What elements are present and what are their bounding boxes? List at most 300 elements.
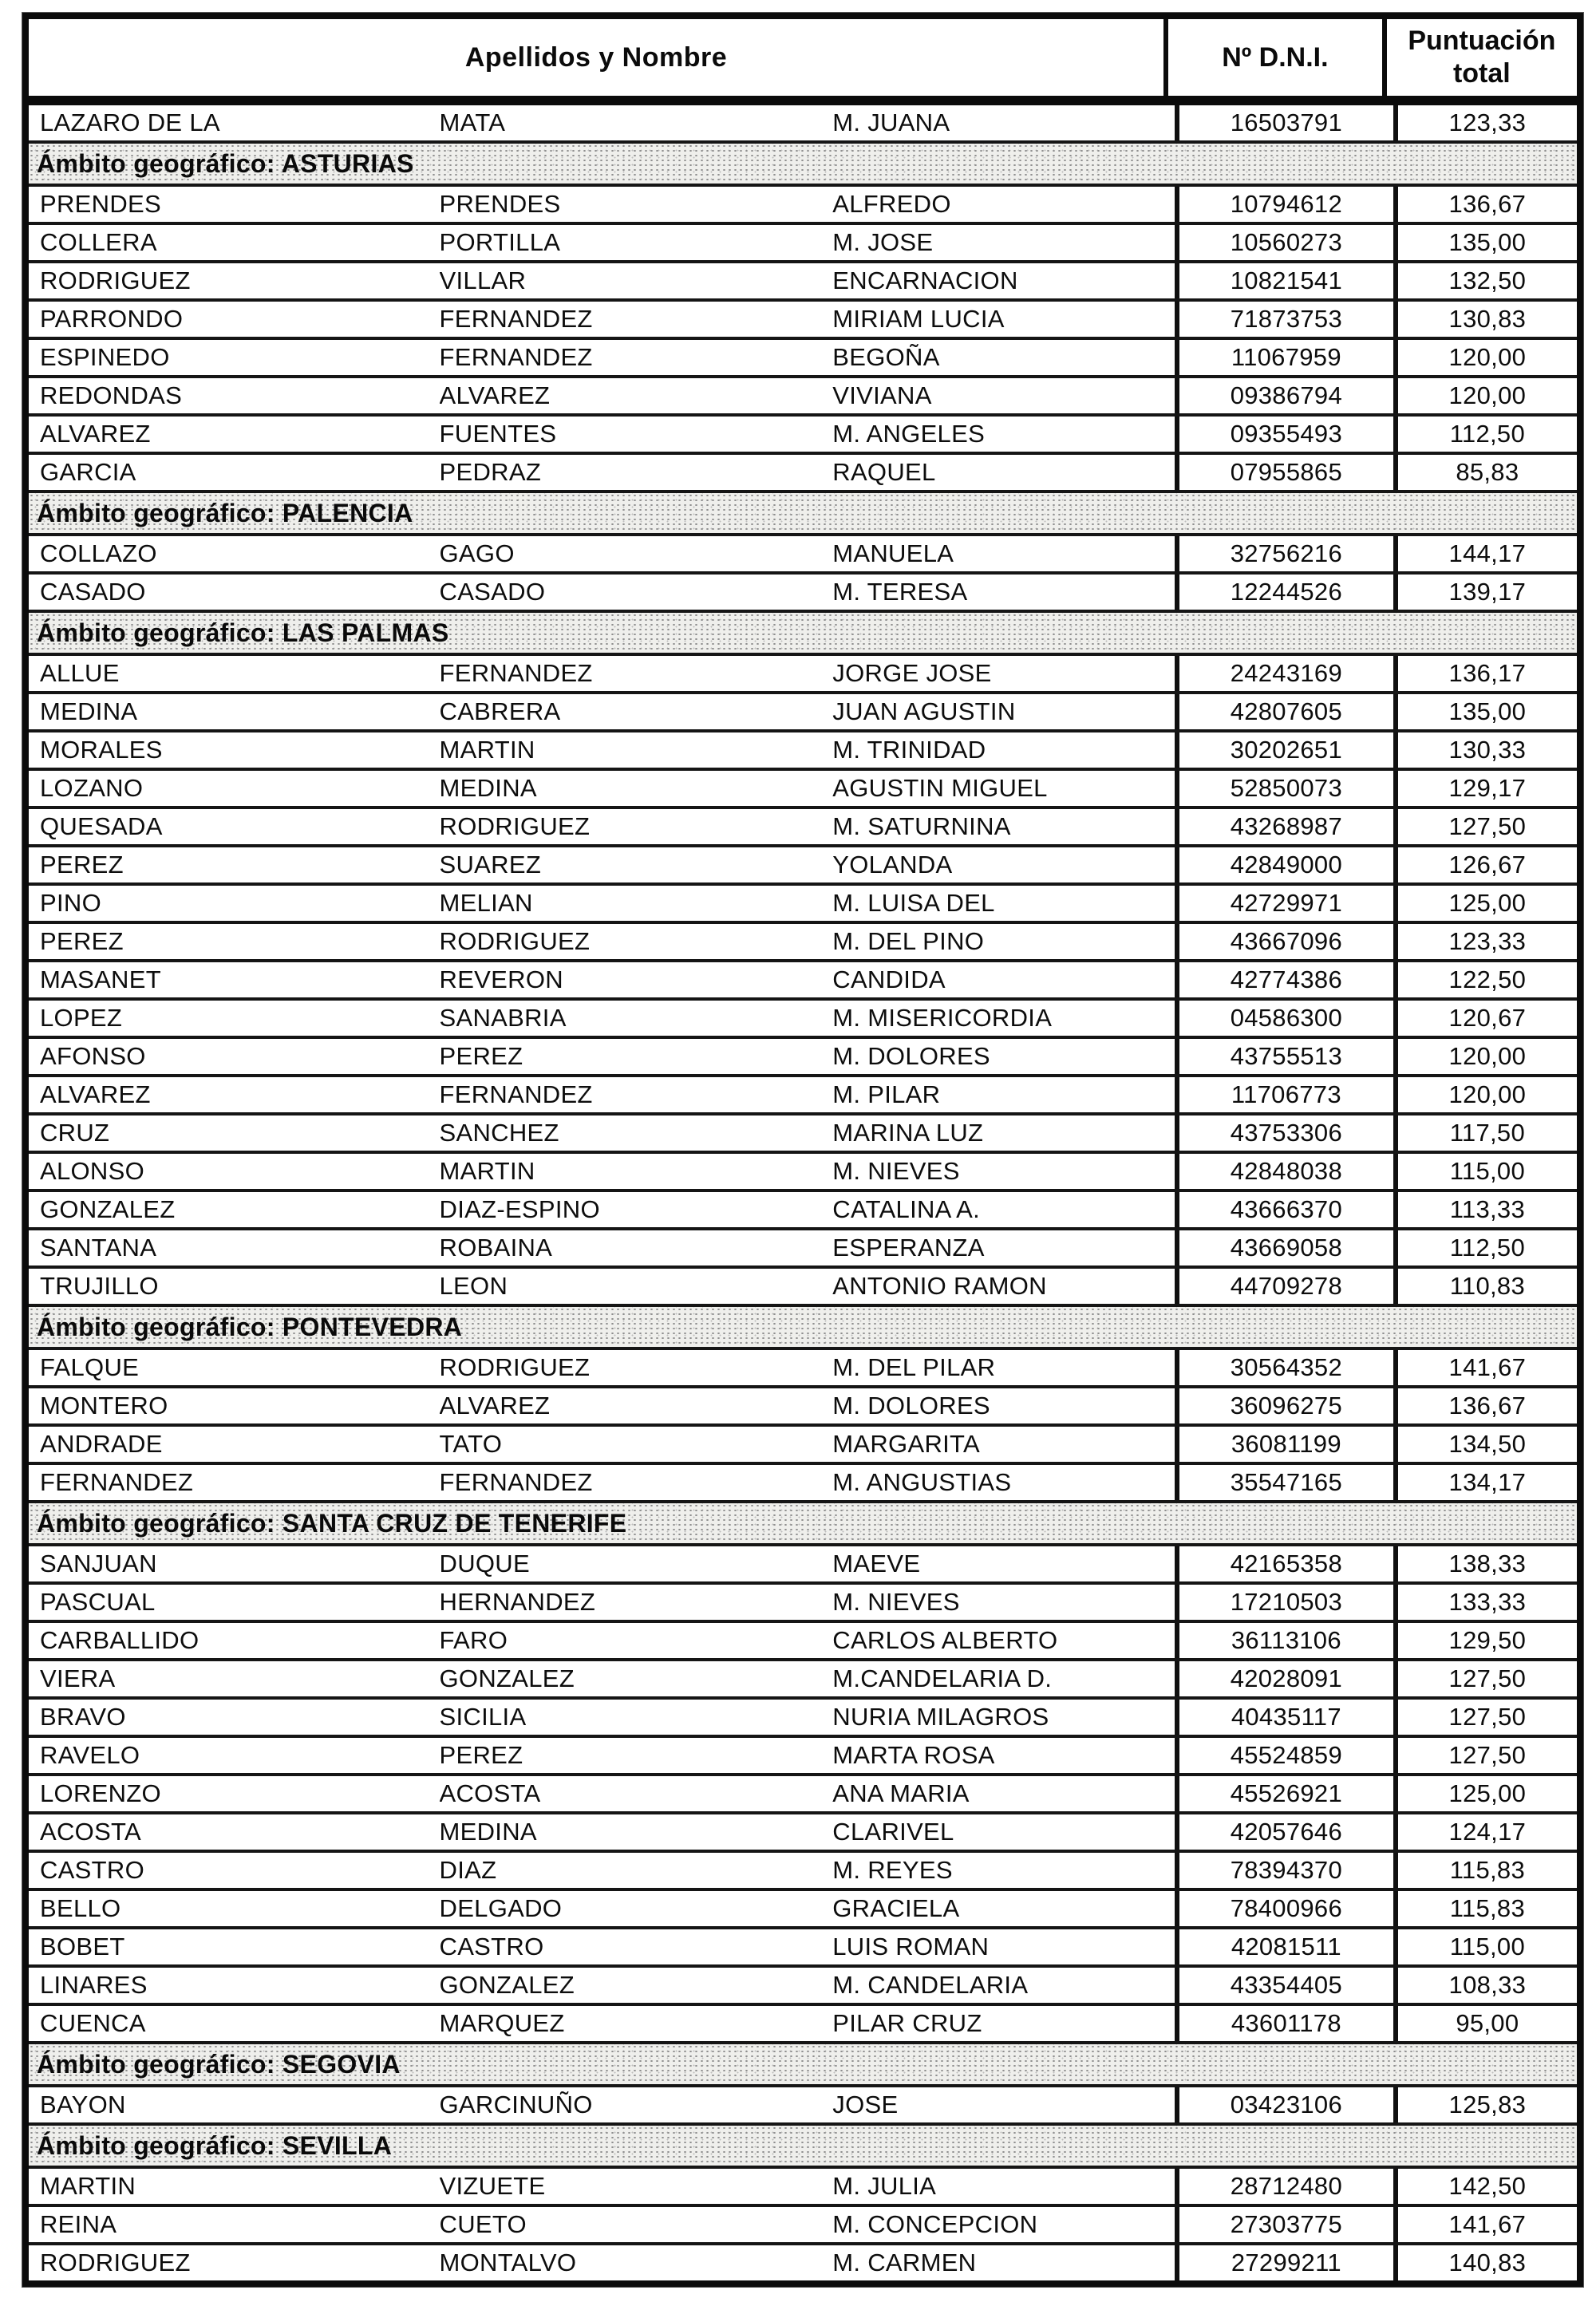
score-cell: 130,33: [1393, 732, 1577, 768]
section-row: [29, 2044, 1577, 2087]
score-cell: 127,50: [1393, 1738, 1577, 1773]
surname1-cell: PASCUAL: [40, 1588, 156, 1616]
surname1-cell: PRENDES: [40, 190, 161, 218]
surname2-cell: PEREZ: [439, 1042, 523, 1070]
surname1-cell: CARBALLIDO: [40, 1626, 200, 1654]
table-row: [29, 1661, 1577, 1700]
table-row: [29, 1738, 1577, 1776]
score-cell: 120,00: [1393, 1077, 1577, 1112]
surname1-cell: COLLAZO: [40, 539, 157, 567]
given-name-cell: M. ANGELES: [832, 420, 986, 448]
surname2-cell: SUAREZ: [439, 851, 542, 879]
surname2-cell: FUENTES: [439, 420, 557, 448]
surname2-cell: HERNANDEZ: [439, 1588, 596, 1616]
given-name-cell: CANDIDA: [832, 965, 946, 993]
surname1-cell: COLLERA: [40, 228, 157, 256]
surname1-cell: QUESADA: [40, 812, 163, 840]
surname2-cell: PORTILLA: [439, 228, 561, 256]
given-name-cell: MARINA LUZ: [832, 1119, 984, 1147]
score-cell: 115,83: [1393, 1891, 1577, 1926]
given-name-cell: CARLOS ALBERTO: [832, 1626, 1058, 1654]
given-name-cell: JUAN AGUSTIN: [832, 697, 1016, 725]
section-label: Ámbito geográfico: PONTEVEDRA: [37, 1312, 463, 1341]
given-name-cell: MANUELA: [832, 539, 954, 567]
dni-cell: 42081511: [1175, 1929, 1393, 1964]
score-cell: 85,83: [1393, 455, 1577, 490]
surname1-cell: ALVAREZ: [40, 420, 151, 448]
table-row: [29, 2087, 1577, 2126]
given-name-cell: MARTA ROSA: [832, 1741, 995, 1769]
table-row: [29, 924, 1577, 962]
score-cell: 120,00: [1393, 378, 1577, 413]
given-name-cell: M. TRINIDAD: [832, 736, 986, 764]
dni-cell: 27299211: [1175, 2245, 1393, 2280]
table-row: [29, 105, 1577, 144]
surname2-cell: DIAZ: [439, 1856, 497, 1884]
score-cell: 134,17: [1393, 1465, 1577, 1500]
surname1-cell: LINARES: [40, 1971, 148, 1999]
surname2-cell: MARTIN: [439, 1157, 535, 1185]
given-name-cell: M. REYES: [832, 1856, 953, 1884]
surname2-cell: PEDRAZ: [439, 458, 542, 486]
section-row: [29, 1307, 1577, 1350]
surname1-cell: SANJUAN: [40, 1550, 157, 1577]
surname1-cell: MARTIN: [40, 2172, 136, 2200]
surname1-cell: LORENZO: [40, 1779, 161, 1807]
dni-cell: 43753306: [1175, 1115, 1393, 1151]
dni-cell: 40435117: [1175, 1700, 1393, 1735]
surname2-cell: MEDINA: [439, 774, 537, 802]
score-cell: 136,67: [1393, 1388, 1577, 1423]
surname2-cell: LEON: [439, 1272, 508, 1300]
given-name-cell: BEGOÑA: [832, 343, 940, 371]
surname1-cell: SANTANA: [40, 1234, 157, 1262]
score-cell: 136,67: [1393, 187, 1577, 222]
surname2-cell: PRENDES: [439, 190, 561, 218]
dni-cell: 12244526: [1175, 575, 1393, 610]
dni-cell: 71873753: [1175, 302, 1393, 337]
table-row: [29, 1115, 1577, 1154]
given-name-cell: M. ANGUSTIAS: [832, 1468, 1012, 1496]
surname1-cell: LAZARO DE LA: [40, 109, 220, 136]
score-cell: 120,00: [1393, 1039, 1577, 1074]
surname2-cell: CASADO: [439, 578, 546, 606]
surname2-cell: GAGO: [439, 539, 515, 567]
table-row: [29, 575, 1577, 613]
surname2-cell: FERNANDEZ: [439, 1080, 593, 1108]
score-cell: 141,67: [1393, 2207, 1577, 2242]
score-cell: 124,17: [1393, 1814, 1577, 1850]
given-name-cell: MIRIAM LUCIA: [832, 305, 1005, 333]
table-row: [29, 1350, 1577, 1388]
table-row: [29, 1776, 1577, 1814]
surname2-cell: VILLAR: [439, 267, 527, 294]
score-table: [22, 13, 1583, 2287]
table-row: [29, 1427, 1577, 1465]
score-cell: 132,50: [1393, 263, 1577, 298]
given-name-cell: M. JUANA: [832, 109, 950, 136]
table-row: [29, 1001, 1577, 1039]
dni-cell: 43755513: [1175, 1039, 1393, 1074]
surname1-cell: BELLO: [40, 1894, 121, 1922]
given-name-cell: CATALINA A.: [832, 1195, 981, 1223]
given-name-cell: M. JOSE: [832, 228, 934, 256]
surname2-cell: MARTIN: [439, 736, 535, 764]
given-name-cell: M. LUISA DEL: [832, 889, 995, 917]
given-name-cell: M. DEL PILAR: [832, 1353, 996, 1381]
surname2-cell: SANCHEZ: [439, 1119, 559, 1147]
dni-cell: 11067959: [1175, 340, 1393, 375]
score-cell: 115,83: [1393, 1853, 1577, 1888]
dni-cell: 09386794: [1175, 378, 1393, 413]
surname1-cell: MASANET: [40, 965, 161, 993]
table-row: [29, 225, 1577, 263]
score-cell: 110,83: [1393, 1269, 1577, 1304]
score-cell: 126,67: [1393, 847, 1577, 882]
table-row: [29, 536, 1577, 575]
surname2-cell: SANABRIA: [439, 1004, 567, 1032]
given-name-cell: ENCARNACION: [832, 267, 1018, 294]
surname1-cell: CRUZ: [40, 1119, 110, 1147]
table-row: [29, 417, 1577, 455]
table-row: [29, 1968, 1577, 2006]
given-name-cell: M. DOLORES: [832, 1392, 990, 1420]
table-row: [29, 847, 1577, 886]
table-row: [29, 1192, 1577, 1230]
dni-cell: 45524859: [1175, 1738, 1393, 1773]
surname2-cell: GONZALEZ: [439, 1664, 575, 1692]
score-cell: 139,17: [1393, 575, 1577, 610]
given-name-cell: M. CARMEN: [832, 2249, 977, 2276]
surname1-cell: AFONSO: [40, 1042, 146, 1070]
dni-cell: 42807605: [1175, 694, 1393, 729]
surname1-cell: LOZANO: [40, 774, 144, 802]
given-name-cell: M. JULIA: [832, 2172, 937, 2200]
surname2-cell: REVERON: [439, 965, 563, 993]
section-label: Ámbito geográfico: ASTURIAS: [37, 148, 414, 178]
given-name-cell: NURIA MILAGROS: [832, 1703, 1049, 1731]
table-row: [29, 656, 1577, 694]
given-name-cell: M. MISERICORDIA: [832, 1004, 1053, 1032]
given-name-cell: M.CANDELARIA D.: [832, 1664, 1053, 1692]
surname1-cell: ESPINEDO: [40, 343, 170, 371]
surname2-cell: MONTALVO: [439, 2249, 577, 2276]
given-name-cell: M. CONCEPCION: [832, 2210, 1038, 2238]
header-puntuacion-line1: Puntuación: [1408, 26, 1556, 57]
table-row: [29, 455, 1577, 493]
score-cell: 125,83: [1393, 2087, 1577, 2122]
given-name-cell: ALFREDO: [832, 190, 951, 218]
dni-cell: 32756216: [1175, 536, 1393, 571]
table-row: [29, 340, 1577, 378]
header-apellidos-y-nombre: Apellidos y Nombre: [464, 41, 728, 73]
surname2-cell: PEREZ: [439, 1741, 523, 1769]
surname2-cell: TATO: [439, 1430, 503, 1458]
dni-cell: 24243169: [1175, 656, 1393, 691]
given-name-cell: RAQUEL: [832, 458, 936, 486]
given-name-cell: CLARIVEL: [832, 1818, 954, 1846]
dni-cell: 42057646: [1175, 1814, 1393, 1850]
surname1-cell: GONZALEZ: [40, 1195, 176, 1223]
dni-cell: 27303775: [1175, 2207, 1393, 2242]
section-label: Ámbito geográfico: SEVILLA: [37, 2130, 393, 2160]
score-cell: 115,00: [1393, 1929, 1577, 1964]
dni-cell: 42165358: [1175, 1546, 1393, 1581]
surname1-cell: FALQUE: [40, 1353, 140, 1381]
dni-cell: 10821541: [1175, 263, 1393, 298]
dni-cell: 16503791: [1175, 105, 1393, 140]
score-cell: 95,00: [1393, 2006, 1577, 2041]
table-row: [29, 1465, 1577, 1503]
surname1-cell: PEREZ: [40, 927, 124, 955]
surname2-cell: DELGADO: [439, 1894, 563, 1922]
dni-cell: 35547165: [1175, 1465, 1393, 1500]
given-name-cell: LUIS ROMAN: [832, 1933, 990, 1960]
surname1-cell: PEREZ: [40, 851, 124, 879]
given-name-cell: PILAR CRUZ: [832, 2009, 982, 2037]
dni-cell: 09355493: [1175, 417, 1393, 452]
surname2-cell: CASTRO: [439, 1933, 544, 1960]
dni-cell: 07955865: [1175, 455, 1393, 490]
surname2-cell: GARCINUÑO: [439, 2091, 593, 2118]
score-cell: 136,17: [1393, 656, 1577, 691]
header-puntuacion-total: [1382, 19, 1577, 96]
dni-cell: 17210503: [1175, 1585, 1393, 1620]
given-name-cell: M. CANDELARIA: [832, 1971, 1029, 1999]
score-cell: 144,17: [1393, 536, 1577, 571]
surname1-cell: RODRIGUEZ: [40, 267, 191, 294]
dni-cell: 52850073: [1175, 771, 1393, 806]
score-cell: 127,50: [1393, 809, 1577, 844]
surname1-cell: ALVAREZ: [40, 1080, 151, 1108]
table-row: [29, 1929, 1577, 1968]
section-row: [29, 144, 1577, 187]
surname2-cell: FERNANDEZ: [439, 1468, 593, 1496]
dni-cell: 42848038: [1175, 1154, 1393, 1189]
table-row: [29, 1269, 1577, 1307]
score-cell: 113,33: [1393, 1192, 1577, 1227]
score-cell: 122,50: [1393, 962, 1577, 997]
surname2-cell: MELIAN: [439, 889, 533, 917]
table-header-row: [29, 19, 1577, 105]
given-name-cell: M. TERESA: [832, 578, 968, 606]
table-row: [29, 1546, 1577, 1585]
table-row: [29, 886, 1577, 924]
surname1-cell: ALONSO: [40, 1157, 145, 1185]
score-cell: 142,50: [1393, 2169, 1577, 2204]
surname1-cell: CASADO: [40, 578, 146, 606]
surname1-cell: MONTERO: [40, 1392, 168, 1420]
surname2-cell: FERNANDEZ: [439, 343, 593, 371]
surname2-cell: ALVAREZ: [439, 381, 551, 409]
given-name-cell: ANA MARIA: [832, 1779, 970, 1807]
score-cell: 135,00: [1393, 694, 1577, 729]
surname1-cell: CASTRO: [40, 1856, 144, 1884]
given-name-cell: YOLANDA: [832, 851, 953, 879]
section-row: [29, 2126, 1577, 2169]
table-row: [29, 1388, 1577, 1427]
surname1-cell: VIERA: [40, 1664, 116, 1692]
table-row: [29, 1853, 1577, 1891]
given-name-cell: MARGARITA: [832, 1430, 980, 1458]
given-name-cell: M. NIEVES: [832, 1588, 960, 1616]
given-name-cell: GRACIELA: [832, 1894, 960, 1922]
surname1-cell: ANDRADE: [40, 1430, 163, 1458]
given-name-cell: JOSE: [832, 2091, 899, 2118]
dni-cell: 36096275: [1175, 1388, 1393, 1423]
score-cell: 133,33: [1393, 1585, 1577, 1620]
given-name-cell: AGUSTIN MIGUEL: [832, 774, 1048, 802]
dni-cell: 10560273: [1175, 225, 1393, 260]
table-row: [29, 694, 1577, 732]
score-cell: 120,67: [1393, 1001, 1577, 1036]
dni-cell: 43669058: [1175, 1230, 1393, 1266]
surname1-cell: TRUJILLO: [40, 1272, 159, 1300]
score-cell: 117,50: [1393, 1115, 1577, 1151]
surname1-cell: MEDINA: [40, 697, 138, 725]
dni-cell: 11706773: [1175, 1077, 1393, 1112]
section-label: Ámbito geográfico: SEGOVIA: [37, 2049, 401, 2079]
table-row: [29, 809, 1577, 847]
dni-cell: 04586300: [1175, 1001, 1393, 1036]
surname1-cell: RODRIGUEZ: [40, 2249, 191, 2276]
dni-cell: 42774386: [1175, 962, 1393, 997]
section-row: [29, 613, 1577, 656]
score-cell: 120,00: [1393, 340, 1577, 375]
score-cell: 112,50: [1393, 417, 1577, 452]
dni-cell: 42028091: [1175, 1661, 1393, 1696]
dni-cell: 43354405: [1175, 1968, 1393, 2003]
surname2-cell: MATA: [439, 109, 506, 136]
surname1-cell: REDONDAS: [40, 381, 183, 409]
score-cell: 130,83: [1393, 302, 1577, 337]
score-cell: 140,83: [1393, 2245, 1577, 2280]
table-row: [29, 1585, 1577, 1623]
table-row: [29, 732, 1577, 771]
surname2-cell: MARQUEZ: [439, 2009, 565, 2037]
dni-cell: 43268987: [1175, 809, 1393, 844]
score-cell: 138,33: [1393, 1546, 1577, 1581]
given-name-cell: M. DEL PINO: [832, 927, 985, 955]
surname2-cell: DIAZ-ESPINO: [439, 1195, 600, 1223]
score-cell: 141,67: [1393, 1350, 1577, 1385]
dni-cell: 30202651: [1175, 732, 1393, 768]
score-cell: 127,50: [1393, 1700, 1577, 1735]
dni-cell: 03423106: [1175, 2087, 1393, 2122]
surname2-cell: ALVAREZ: [439, 1392, 551, 1420]
given-name-cell: M. DOLORES: [832, 1042, 990, 1070]
surname1-cell: FERNANDEZ: [40, 1468, 194, 1496]
surname1-cell: MORALES: [40, 736, 163, 764]
table-row: [29, 1039, 1577, 1077]
header-dni: Nº D.N.I.: [1163, 19, 1382, 96]
table-row: [29, 302, 1577, 340]
table-row: [29, 2245, 1577, 2280]
given-name-cell: M. SATURNINA: [832, 812, 1011, 840]
surname1-cell: RAVELO: [40, 1741, 140, 1769]
table-row: [29, 962, 1577, 1001]
score-cell: 125,00: [1393, 886, 1577, 921]
table-row: [29, 1700, 1577, 1738]
surname1-cell: ALLUE: [40, 659, 120, 687]
table-body: [29, 105, 1577, 2280]
section-label: Ámbito geográfico: PALENCIA: [37, 498, 413, 527]
dni-cell: 43601178: [1175, 2006, 1393, 2041]
score-cell: 123,33: [1393, 105, 1577, 140]
score-cell: 129,17: [1393, 771, 1577, 806]
dni-cell: 43666370: [1175, 1192, 1393, 1227]
surname2-cell: DUQUE: [439, 1550, 530, 1577]
surname2-cell: SICILIA: [439, 1703, 527, 1731]
score-cell: 125,00: [1393, 1776, 1577, 1811]
dni-cell: 44709278: [1175, 1269, 1393, 1304]
score-cell: 123,33: [1393, 924, 1577, 959]
surname1-cell: BRAVO: [40, 1703, 126, 1731]
surname2-cell: MEDINA: [439, 1818, 537, 1846]
table-row: [29, 2207, 1577, 2245]
section-label: Ámbito geográfico: SANTA CRUZ DE TENERIFE: [37, 1508, 627, 1538]
dni-cell: 36113106: [1175, 1623, 1393, 1658]
table-row: [29, 1891, 1577, 1929]
table-row: [29, 771, 1577, 809]
score-cell: 135,00: [1393, 225, 1577, 260]
surname2-cell: ACOSTA: [439, 1779, 541, 1807]
surname2-cell: CABRERA: [439, 697, 561, 725]
dni-cell: 42849000: [1175, 847, 1393, 882]
given-name-cell: JORGE JOSE: [832, 659, 992, 687]
section-label: Ámbito geográfico: LAS PALMAS: [37, 618, 449, 647]
surname1-cell: LOPEZ: [40, 1004, 123, 1032]
given-name-cell: M. NIEVES: [832, 1157, 960, 1185]
dni-cell: 30564352: [1175, 1350, 1393, 1385]
dni-cell: 45526921: [1175, 1776, 1393, 1811]
surname1-cell: PARRONDO: [40, 305, 184, 333]
score-cell: 115,00: [1393, 1154, 1577, 1189]
given-name-cell: VIVIANA: [832, 381, 932, 409]
section-row: [29, 493, 1577, 536]
dni-cell: 36081199: [1175, 1427, 1393, 1462]
given-name-cell: M. PILAR: [832, 1080, 941, 1108]
dni-cell: 10794612: [1175, 187, 1393, 222]
score-cell: 134,50: [1393, 1427, 1577, 1462]
surname1-cell: REINA: [40, 2210, 117, 2238]
given-name-cell: ESPERANZA: [832, 1234, 985, 1262]
table-row: [29, 1230, 1577, 1269]
score-cell: 112,50: [1393, 1230, 1577, 1266]
given-name-cell: MAEVE: [832, 1550, 921, 1577]
surname2-cell: RODRIGUEZ: [439, 812, 591, 840]
surname1-cell: BAYON: [40, 2091, 126, 2118]
header-puntuacion-line2: total: [1452, 58, 1511, 89]
surname2-cell: RODRIGUEZ: [439, 1353, 591, 1381]
table-row: [29, 1814, 1577, 1853]
table-row: [29, 187, 1577, 225]
dni-cell: 78400966: [1175, 1891, 1393, 1926]
table-row: [29, 1154, 1577, 1192]
dni-cell: 43667096: [1175, 924, 1393, 959]
table-row: [29, 2169, 1577, 2207]
surname2-cell: ROBAINA: [439, 1234, 553, 1262]
dni-cell: 42729971: [1175, 886, 1393, 921]
table-row: [29, 1077, 1577, 1115]
table-row: [29, 2006, 1577, 2044]
surname2-cell: FERNANDEZ: [439, 659, 593, 687]
table-row: [29, 1623, 1577, 1661]
given-name-cell: ANTONIO RAMON: [832, 1272, 1047, 1300]
surname2-cell: FARO: [439, 1626, 508, 1654]
surname2-cell: GONZALEZ: [439, 1971, 575, 1999]
section-row: [29, 1503, 1577, 1546]
